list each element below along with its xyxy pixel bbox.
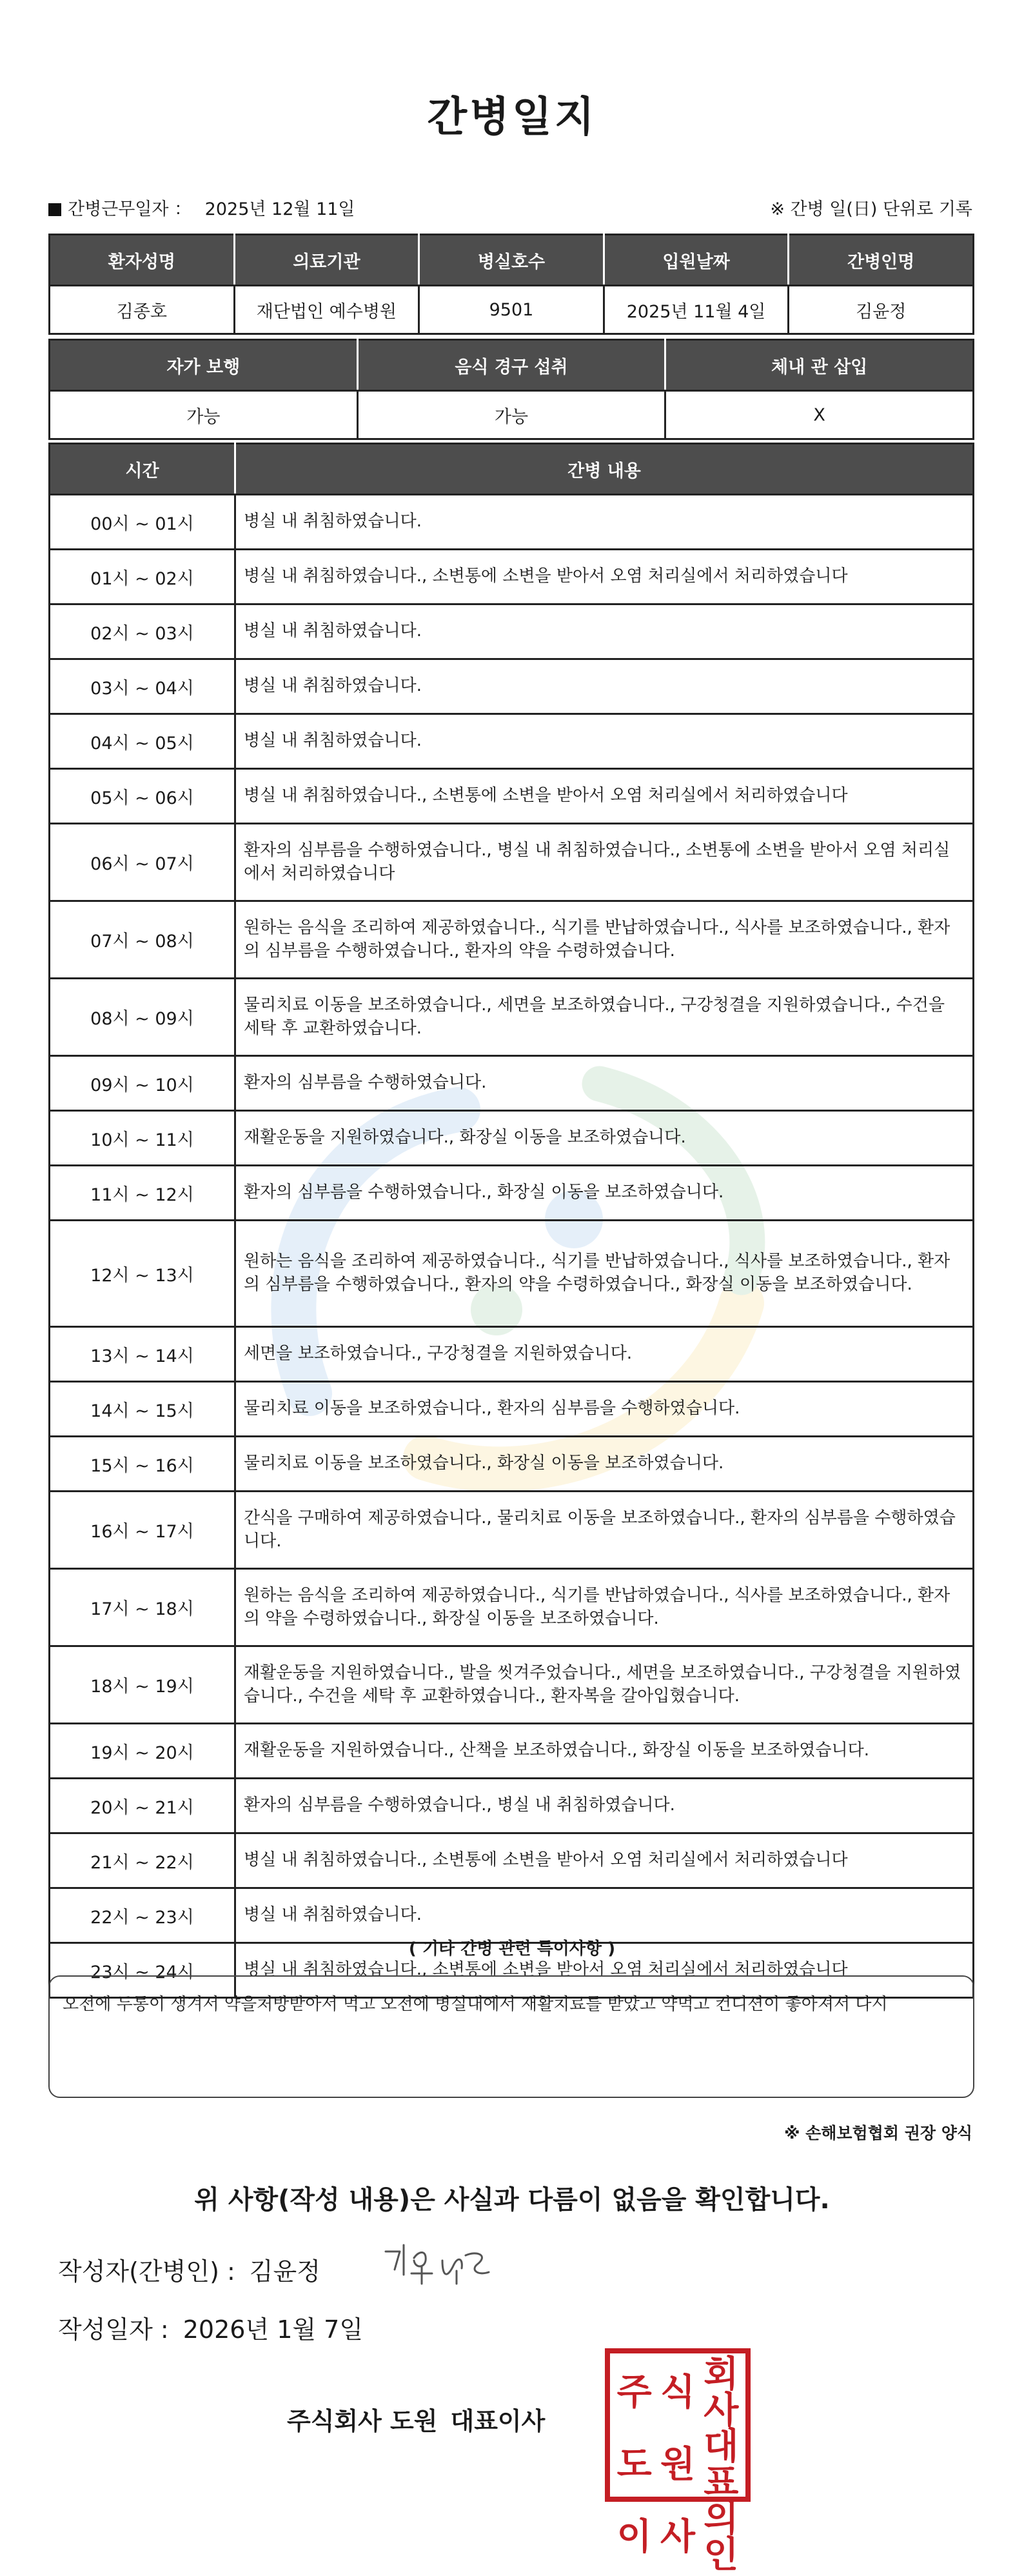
table-row bbox=[50, 714, 974, 769]
row-time: 11시 ~ 12시 bbox=[50, 1166, 235, 1221]
header-hospital: 의료기관 bbox=[234, 235, 419, 286]
row-time: 02시 ~ 03시 bbox=[50, 604, 235, 659]
table-row bbox=[50, 1724, 974, 1779]
row-content: 재활운동을 지원하였습니다., 산책을 보조하였습니다., 화장실 이동을 보조하였습니다. bbox=[235, 1724, 974, 1779]
table-row bbox=[50, 901, 974, 979]
table-row bbox=[50, 1327, 974, 1382]
table-row bbox=[50, 979, 974, 1056]
row-content: 환자의 심부름을 수행하였습니다., 병실 내 취침하였습니다. bbox=[235, 1779, 974, 1833]
table-row bbox=[50, 1111, 974, 1166]
row-content: 병실 내 취침하였습니다., 소변통에 소변을 받아서 오염 처리실에서 처리하였습니다 bbox=[235, 1833, 974, 1888]
table-row bbox=[50, 550, 974, 604]
oral-intake-status: 가능 bbox=[357, 391, 665, 439]
notes-title: ( 기타 간병 관련 특이사항 ) bbox=[408, 1939, 616, 1959]
row-time: 12시 ~ 13시 bbox=[50, 1221, 235, 1327]
row-content: 물리치료 이동을 보조하였습니다., 세면을 보조하였습니다., 구강청결을 지원하였습니다., 수건을 세탁 후 교환하였습니다. bbox=[235, 979, 974, 1056]
row-content: 세면을 보조하였습니다., 구강청결을 지원하였습니다. bbox=[235, 1327, 974, 1382]
row-content: 물리치료 이동을 보조하였습니다., 환자의 심부름을 수행하였습니다. bbox=[235, 1382, 974, 1437]
walking-status: 가능 bbox=[50, 391, 358, 439]
row-time: 21시 ~ 22시 bbox=[50, 1833, 235, 1888]
row-time: 19시 ~ 20시 bbox=[50, 1724, 235, 1779]
page-title: 간병일지 bbox=[427, 94, 597, 141]
table-row bbox=[50, 1056, 974, 1111]
row-content: 환자의 심부름을 수행하였습니다., 병실 내 취침하였습니다., 소변통에 소변을 받아서 오염 처리실에서 처리하였습니다 bbox=[235, 824, 974, 901]
row-content: 원하는 음식을 조리하여 제공하였습니다., 식기를 반납하였습니다., 식사를 보조하였습니다., 환자의 심부름을 수행하였습니다., 환자의 약을 수령하였습니다., 화장실 이동을 보조하였습니다. bbox=[235, 1221, 974, 1327]
company-line bbox=[287, 2401, 545, 2437]
writer-name: 김윤정 bbox=[249, 2257, 320, 2286]
header-admit-date: 입원날짜 bbox=[604, 235, 789, 286]
header-care-content: 간병 내용 bbox=[235, 444, 974, 495]
table-row bbox=[50, 495, 974, 550]
row-content: 환자의 심부름을 수행하였습니다., 화장실 이동을 보조하였습니다. bbox=[235, 1166, 974, 1221]
admit-date: 2025년 11월 4일 bbox=[604, 286, 789, 334]
recommendation-note: ※ 손해보험협회 권장 양식 bbox=[784, 2124, 972, 2142]
handwritten-signature bbox=[380, 2239, 497, 2290]
row-content: 원하는 음식을 조리하여 제공하였습니다., 식기를 반납하였습니다., 식사를 보조하였습니다., 환자의 심부름을 수행하였습니다., 환자의 약을 수령하였습니다. bbox=[235, 901, 974, 979]
row-time: 10시 ~ 11시 bbox=[50, 1111, 235, 1166]
row-time: 07시 ~ 08시 bbox=[50, 901, 235, 979]
row-content: 환자의 심부름을 수행하였습니다. bbox=[235, 1056, 974, 1111]
row-time: 08시 ~ 09시 bbox=[50, 979, 235, 1056]
row-content: 재활운동을 지원하였습니다., 발을 씻겨주었습니다., 세면을 보조하였습니다., 구강청결을 지원하였습니다., 수건을 세탁 후 교환하였습니다., 환자복을 갈아입혔습니다. bbox=[235, 1646, 974, 1724]
table-row bbox=[50, 1569, 974, 1646]
row-content: 병실 내 취침하였습니다., 소변통에 소변을 받아서 오염 처리실에서 처리하였습니다 bbox=[235, 769, 974, 824]
row-content: 병실 내 취침하였습니다., 소변통에 소변을 받아서 오염 처리실에서 처리하였습니다 bbox=[235, 1943, 974, 1998]
row-time: 06시 ~ 07시 bbox=[50, 824, 235, 901]
header-time: 시간 bbox=[50, 444, 235, 495]
row-time: 16시 ~ 17시 bbox=[50, 1492, 235, 1569]
header-tube: 체내 관 삽입 bbox=[665, 340, 974, 391]
row-time: 04시 ~ 05시 bbox=[50, 714, 235, 769]
writer-label: 작성자(간병인) : bbox=[58, 2257, 235, 2286]
row-content: 병실 내 취침하였습니다. bbox=[235, 1888, 974, 1943]
row-time: 22시 ~ 23시 bbox=[50, 1888, 235, 1943]
company-name: 주식회사 도원 bbox=[287, 2407, 438, 2435]
row-time: 01시 ~ 02시 bbox=[50, 550, 235, 604]
row-time: 14시 ~ 15시 bbox=[50, 1382, 235, 1437]
tube-status: X bbox=[665, 391, 974, 439]
row-content: 물리치료 이동을 보조하였습니다., 화장실 이동을 보조하였습니다. bbox=[235, 1437, 974, 1492]
table-row bbox=[50, 1492, 974, 1569]
room-number: 9501 bbox=[419, 286, 604, 334]
work-date-label: 간병근무일자 ： bbox=[68, 199, 192, 219]
header-patient-name: 환자성명 bbox=[50, 235, 235, 286]
care-log-table bbox=[48, 443, 974, 1999]
patient-info-table bbox=[48, 234, 974, 335]
patient-status-table bbox=[48, 339, 974, 440]
confirmation-statement: 위 사항(작성 내용)은 사실과 다름이 없음을 확인합니다. bbox=[194, 2185, 830, 2215]
row-time: 13시 ~ 14시 bbox=[50, 1327, 235, 1382]
notes-box: 오전에 두통이 생겨서 약을처방받아서 먹고 오전에 병실내에서 재활치료를 받았고 약먹고 컨디션이 좋아져서 다시 bbox=[48, 1975, 974, 2098]
record-unit-note: ※ 간병 일(日) 단위로 기록 bbox=[770, 199, 972, 219]
row-time: 09시 ~ 10시 bbox=[50, 1056, 235, 1111]
table-row bbox=[50, 1646, 974, 1724]
square-bullet-icon bbox=[48, 203, 61, 216]
row-content: 간식을 구매하여 제공하였습니다., 물리치료 이동을 보조하였습니다., 환자의 심부름을 수행하였습니다. bbox=[235, 1492, 974, 1569]
row-time: 17시 ~ 18시 bbox=[50, 1569, 235, 1646]
table-row bbox=[50, 604, 974, 659]
row-content: 병실 내 취침하였습니다., 소변통에 소변을 받아서 오염 처리실에서 처리하였습니다 bbox=[235, 550, 974, 604]
row-content: 병실 내 취침하였습니다. bbox=[235, 659, 974, 714]
row-time: 05시 ~ 06시 bbox=[50, 769, 235, 824]
header-oral-intake: 음식 경구 섭취 bbox=[357, 340, 665, 391]
row-content: 재활운동을 지원하였습니다., 화장실 이동을 보조하였습니다. bbox=[235, 1111, 974, 1166]
row-content: 병실 내 취침하였습니다. bbox=[235, 495, 974, 550]
writer-line bbox=[58, 2252, 320, 2287]
row-time: 00시 ~ 01시 bbox=[50, 495, 235, 550]
caregiver-name: 김윤정 bbox=[789, 286, 974, 334]
work-date-value: 2025년 12월 11일 bbox=[204, 199, 355, 219]
written-date-label: 작성일자 : bbox=[58, 2315, 169, 2344]
row-content: 병실 내 취침하였습니다. bbox=[235, 714, 974, 769]
table-row bbox=[50, 769, 974, 824]
row-time: 20시 ~ 21시 bbox=[50, 1779, 235, 1833]
table-row bbox=[50, 659, 974, 714]
table-row bbox=[50, 1779, 974, 1833]
table-row bbox=[50, 1166, 974, 1221]
header-caregiver: 간병인명 bbox=[789, 235, 974, 286]
patient-name: 김종호 bbox=[50, 286, 235, 334]
table-row bbox=[50, 1888, 974, 1943]
header-room: 병실호수 bbox=[419, 235, 604, 286]
written-date-line bbox=[58, 2310, 363, 2345]
row-content: 원하는 음식을 조리하여 제공하였습니다., 식기를 반납하였습니다., 식사를 보조하였습니다., 환자의 약을 수령하였습니다., 화장실 이동을 보조하였습니다. bbox=[235, 1569, 974, 1646]
row-time: 03시 ~ 04시 bbox=[50, 659, 235, 714]
table-row bbox=[50, 1382, 974, 1437]
company-title: 대표이사 bbox=[450, 2407, 546, 2435]
work-date bbox=[48, 195, 355, 220]
table-row bbox=[50, 1221, 974, 1327]
row-time: 18시 ~ 19시 bbox=[50, 1646, 235, 1724]
table-row bbox=[50, 824, 974, 901]
row-time: 15시 ~ 16시 bbox=[50, 1437, 235, 1492]
hospital: 재단법인 예수병원 bbox=[234, 286, 419, 334]
table-row bbox=[50, 1437, 974, 1492]
written-date-value: 2026년 1월 7일 bbox=[182, 2315, 364, 2344]
table-row bbox=[50, 1833, 974, 1888]
header-walking: 자가 보행 bbox=[50, 340, 358, 391]
company-seal-stamp: 주 식 회사 도 원 대표 이 사 의인 bbox=[605, 2348, 751, 2502]
row-time: 23시 ~ 24시 bbox=[50, 1943, 235, 1998]
row-content: 병실 내 취침하였습니다. bbox=[235, 604, 974, 659]
